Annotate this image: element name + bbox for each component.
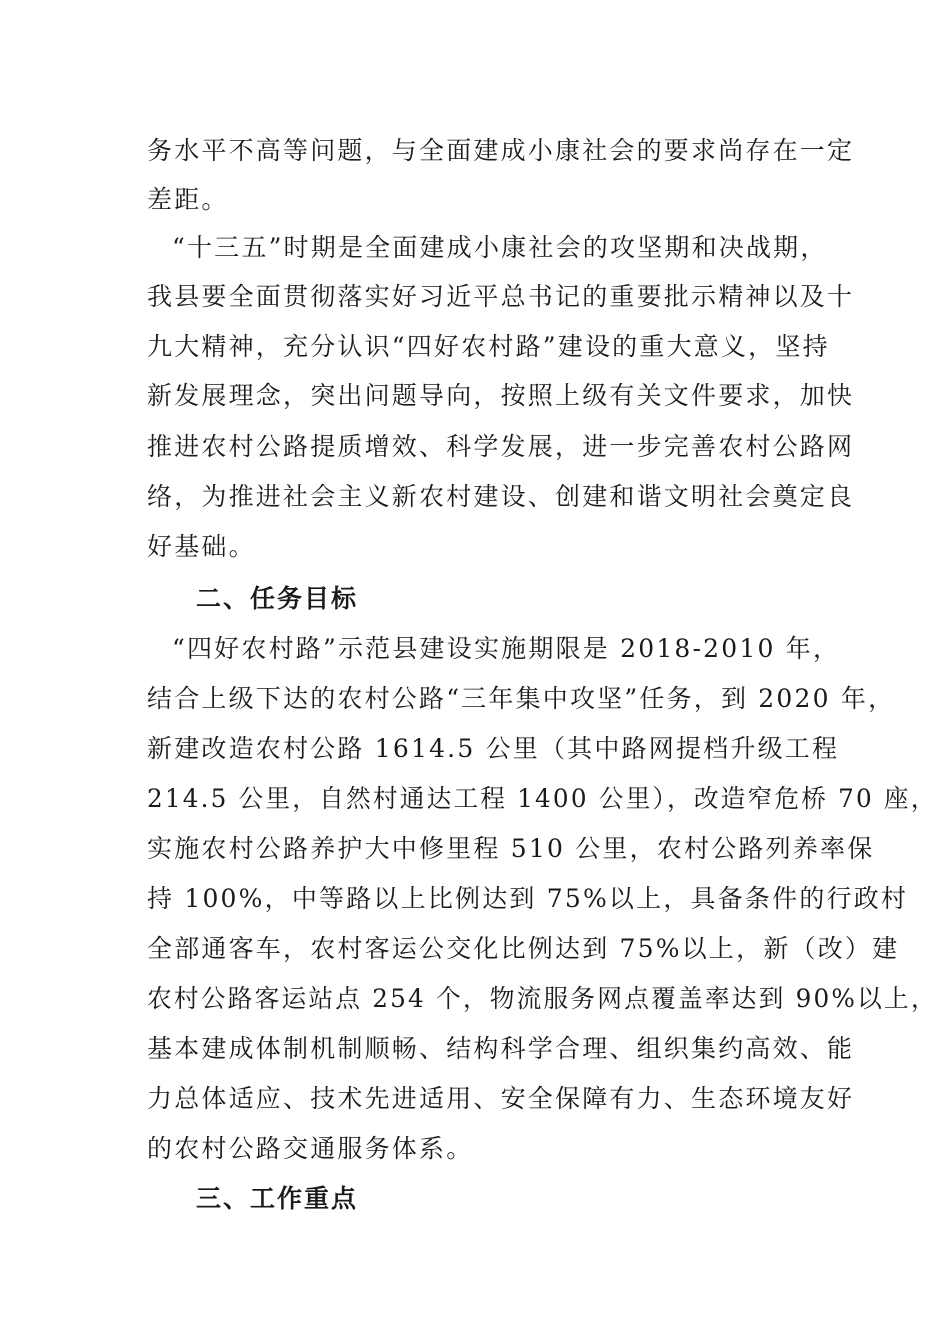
paragraph-3-line-3: 新建改造农村公路 1614.5 公里（其中路网提档升级工程 <box>147 734 840 763</box>
paragraph-2-line-4: 新发展理念，突出问题导向，按照上级有关文件要求，加快 <box>147 381 855 410</box>
paragraph-1-line-2: 差距。 <box>147 185 229 214</box>
paragraph-2-line-2: 我县要全面贯彻落实好习近平总书记的重要批示精神以及十 <box>147 282 855 311</box>
paragraph-3-line-9: 基本建成体制机制顺畅、结构科学合理、组织集约高效、能 <box>147 1034 855 1063</box>
paragraph-3-line-6: 持 100%，中等路以上比例达到 75%以上，具备条件的行政村 <box>147 884 909 913</box>
paragraph-3-line-7: 全部通客车，农村客运公交化比例达到 75%以上，新（改）建 <box>147 934 900 963</box>
paragraph-3-line-11: 的农村公路交通服务体系。 <box>147 1134 474 1163</box>
paragraph-3-line-2: 结合上级下达的农村公路“三年集中攻坚”任务，到 2020 年， <box>147 684 896 713</box>
paragraph-3-line-10: 力总体适应、技术先进适用、安全保障有力、生态环境友好 <box>147 1084 855 1113</box>
paragraph-3-line-1: “四好农村路”示范县建设实施期限是 2018-2010 年， <box>172 634 841 663</box>
paragraph-1-line-1: 务水平不高等问题，与全面建成小康社会的要求尚存在一定 <box>147 136 855 165</box>
paragraph-3-line-8: 农村公路客运站点 254 个，物流服务网点覆盖率达到 90%以上， <box>147 984 938 1013</box>
paragraph-3-line-4: 214.5 公里，自然村通达工程 1400 公里），改造窄危桥 70 座， <box>147 784 938 813</box>
paragraph-2-line-6: 络，为推进社会主义新农村建设、创建和谐文明社会奠定良 <box>147 482 855 511</box>
paragraph-3-line-5: 实施农村公路养护大中修里程 510 公里，农村公路列养率保 <box>147 834 875 863</box>
paragraph-2-line-5: 推进农村公路提质增效、科学发展，进一步完善农村公路网 <box>147 432 855 461</box>
section-heading-work-focus: 三、工作重点 <box>196 1184 359 1213</box>
paragraph-2-line-3: 九大精神，充分认识“四好农村路”建设的重大意义，坚持 <box>147 332 830 361</box>
paragraph-2-line-1: “十三五”时期是全面建成小康社会的攻坚期和决战期， <box>172 233 828 262</box>
section-heading-task-goals: 二、任务目标 <box>196 584 359 613</box>
paragraph-2-line-7: 好基础。 <box>147 532 256 561</box>
